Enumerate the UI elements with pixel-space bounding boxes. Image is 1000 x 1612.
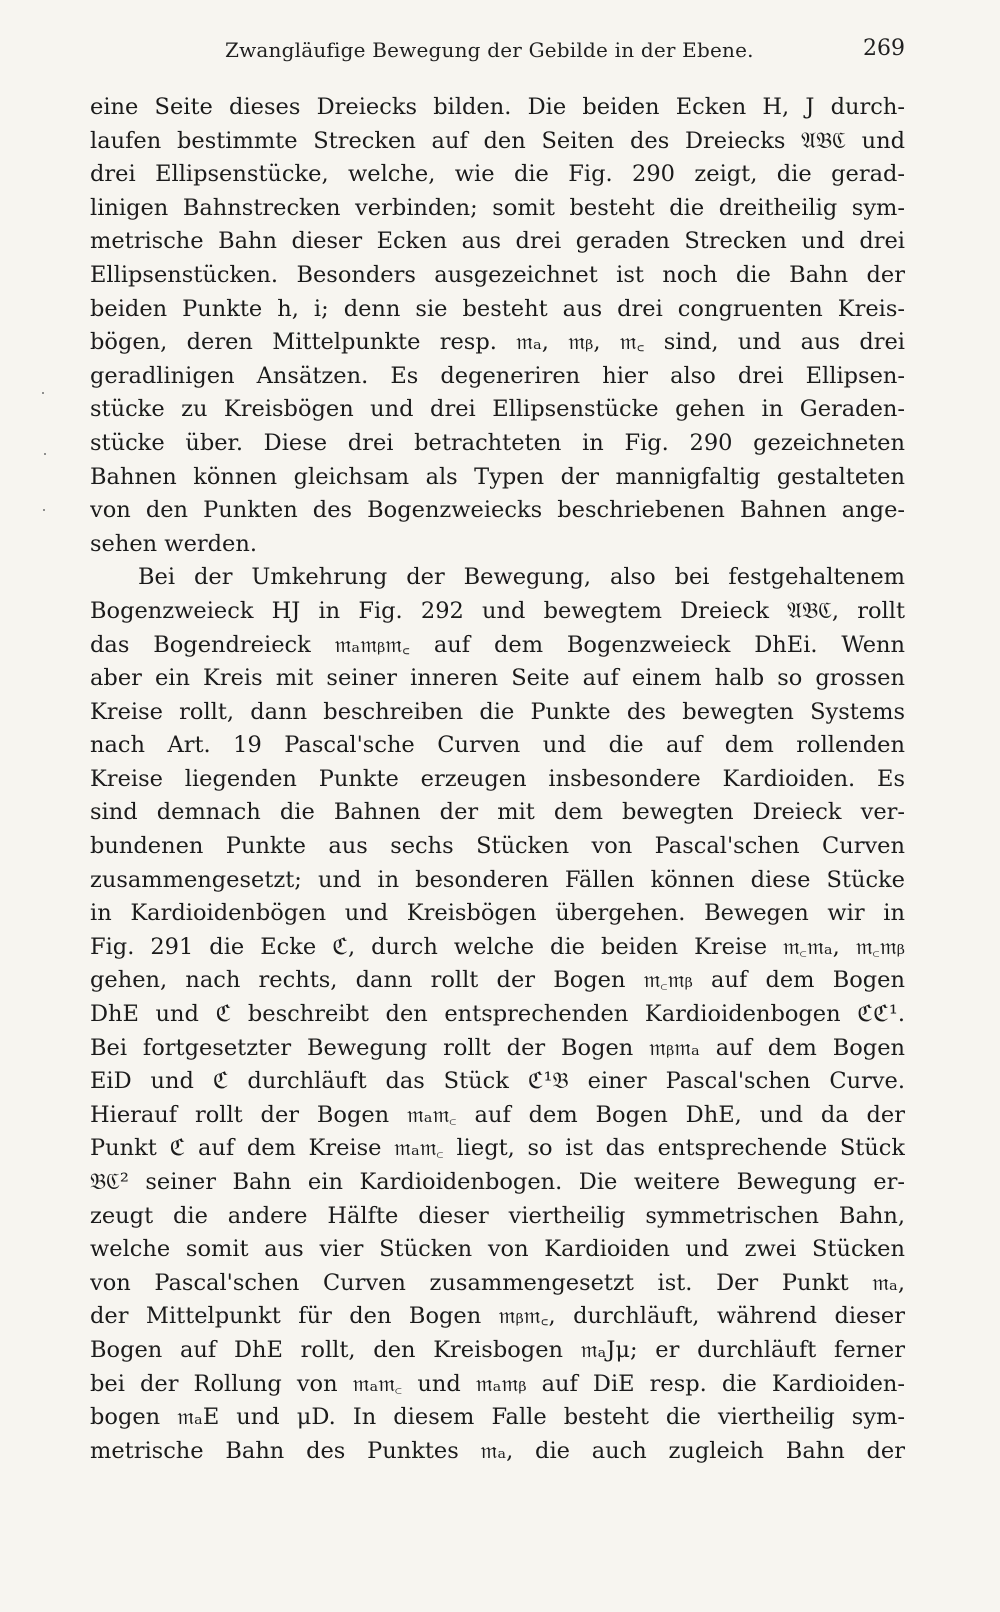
text-line: DhE und ℭ beschreibt den entsprechenden Kardioidenbogen ℭℭ¹.: [90, 1001, 905, 1028]
body-text: [90, 91, 905, 1468]
text-line: welche somit aus vier Stücken von Kardioiden und zwei Stücken: [90, 1236, 905, 1263]
text-line: aber ein Kreis mit seiner inneren Seite auf einem halb so grossen: [90, 665, 905, 692]
text-line: Bei fortgesetzter Bewegung rollt der Bogen 𝔪ᵦ𝔪ₐ auf dem Bogen: [90, 1034, 905, 1061]
text-line: von den Punkten des Bogenzweiecks beschriebenen Bahnen ange-: [90, 497, 905, 524]
text-line: zusammengesetzt; und in besonderen Fällen können diese Stücke: [90, 866, 905, 893]
text-line: das Bogendreieck 𝔪ₐ𝔪ᵦ𝔪꜀ auf dem Bogenzweieck DhEi. Wenn: [90, 631, 905, 658]
text-line: zeugt die andere Hälfte dieser viertheilig symmetrischen Bahn,: [90, 1202, 905, 1229]
text-line: drei Ellipsenstücke, welche, wie die Fig. 290 zeigt, die gerad-: [90, 161, 905, 188]
paragraph-1: [90, 91, 905, 561]
text-line: stücke über. Diese drei betrachteten in Fig. 290 gezeichneten: [90, 429, 905, 456]
text-line: laufen bestimmte Strecken auf den Seiten des Dreiecks 𝔄𝔅ℭ und: [90, 127, 905, 154]
text-line: Bogen auf DhE rollt, den Kreisbogen 𝔪ₐJμ; er durchläuft ferner: [90, 1336, 905, 1363]
paragraph-2: [90, 561, 905, 1468]
page-header: [90, 30, 905, 70]
text-line: linigen Bahnstrecken verbinden; somit besteht die dreitheilig sym-: [90, 194, 905, 221]
text-line: bogen 𝔪ₐE und μD. In diesem Falle besteht die viertheilig sym-: [90, 1404, 905, 1431]
text-line: Punkt ℭ auf dem Kreise 𝔪ₐ𝔪꜀ liegt, so ist das entsprechende Stück: [90, 1135, 905, 1162]
text-line: Bogenzweieck HJ in Fig. 292 und bewegtem Dreieck 𝔄𝔅ℭ, rollt: [90, 597, 905, 624]
text-line: bögen, deren Mittelpunkte resp. 𝔪ₐ, 𝔪ᵦ, 𝔪꜀ sind, und aus drei: [90, 329, 905, 356]
text-line: Fig. 291 die Ecke ℭ, durch welche die beiden Kreise 𝔪꜀𝔪ₐ, 𝔪꜀𝔪ᵦ: [90, 933, 905, 960]
text-line: Hierauf rollt der Bogen 𝔪ₐ𝔪꜀ auf dem Bogen DhE, und da der: [90, 1101, 905, 1128]
text-line: der Mittelpunkt für den Bogen 𝔪ᵦ𝔪꜀, durchläuft, während dieser: [90, 1303, 905, 1330]
text-line: beiden Punkte h, i; denn sie besteht aus drei congruenten Kreis-: [90, 295, 905, 322]
text-line: Kreise rollt, dann beschreiben die Punkte des bewegten Systems: [90, 698, 905, 725]
text-line: metrische Bahn des Punktes 𝔪ₐ, die auch zugleich Bahn der: [90, 1437, 905, 1464]
text-line: gehen, nach rechts, dann rollt der Bogen 𝔪꜀𝔪ᵦ auf dem Bogen: [90, 967, 905, 994]
text-line: Ellipsenstücken. Besonders ausgezeichnet ist noch die Bahn der: [90, 261, 905, 288]
margin-speck: [43, 509, 45, 511]
text-line: sehen werden.: [90, 530, 258, 557]
text-line: in Kardioidenbögen und Kreisbögen übergehen. Bewegen wir in: [90, 900, 905, 927]
text-line: Bei der Umkehrung der Bewegung, also bei festgehaltenem: [138, 564, 905, 591]
text-line: stücke zu Kreisbögen und drei Ellipsenstücke gehen in Geraden-: [90, 396, 905, 423]
text-line: eine Seite dieses Dreiecks bilden. Die beiden Ecken H, J durch-: [90, 94, 905, 120]
text-line: EiD und ℭ durchläuft das Stück ℭ¹𝔅 einer Pascal'schen Curve.: [90, 1068, 905, 1095]
text-line: Bahnen können gleichsam als Typen der mannigfaltig gestalteten: [90, 463, 905, 490]
margin-speck: [44, 453, 46, 455]
text-line: geradlinigen Ansätzen. Es degeneriren hier also drei Ellipsen-: [90, 362, 905, 389]
text-line: metrische Bahn dieser Ecken aus drei geraden Strecken und drei: [90, 228, 905, 255]
text-line: 𝔅ℭ² seiner Bahn ein Kardioidenbogen. Die weitere Bewegung er-: [90, 1169, 905, 1195]
text-line: sind demnach die Bahnen der mit dem bewegten Dreieck ver-: [90, 799, 905, 826]
text-line: Kreise liegenden Punkte erzeugen insbesondere Kardioiden. Es: [90, 765, 905, 792]
text-line: bundenen Punkte aus sechs Stücken von Pascal'schen Curven: [90, 833, 905, 860]
text-line: nach Art. 19 Pascal'sche Curven und die auf dem rollenden: [90, 732, 905, 759]
text-line: von Pascal'schen Curven zusammengesetzt ist. Der Punkt 𝔪ₐ,: [90, 1269, 905, 1296]
text-line: bei der Rollung von 𝔪ₐ𝔪꜀ und 𝔪ₐ𝔪ᵦ auf DiE resp. die Kardioiden-: [90, 1370, 905, 1397]
margin-speck: [42, 392, 44, 394]
running-title: Zwangläufige Bewegung der Gebilde in der Ebene.: [225, 38, 754, 62]
page-number: 269: [863, 36, 905, 61]
